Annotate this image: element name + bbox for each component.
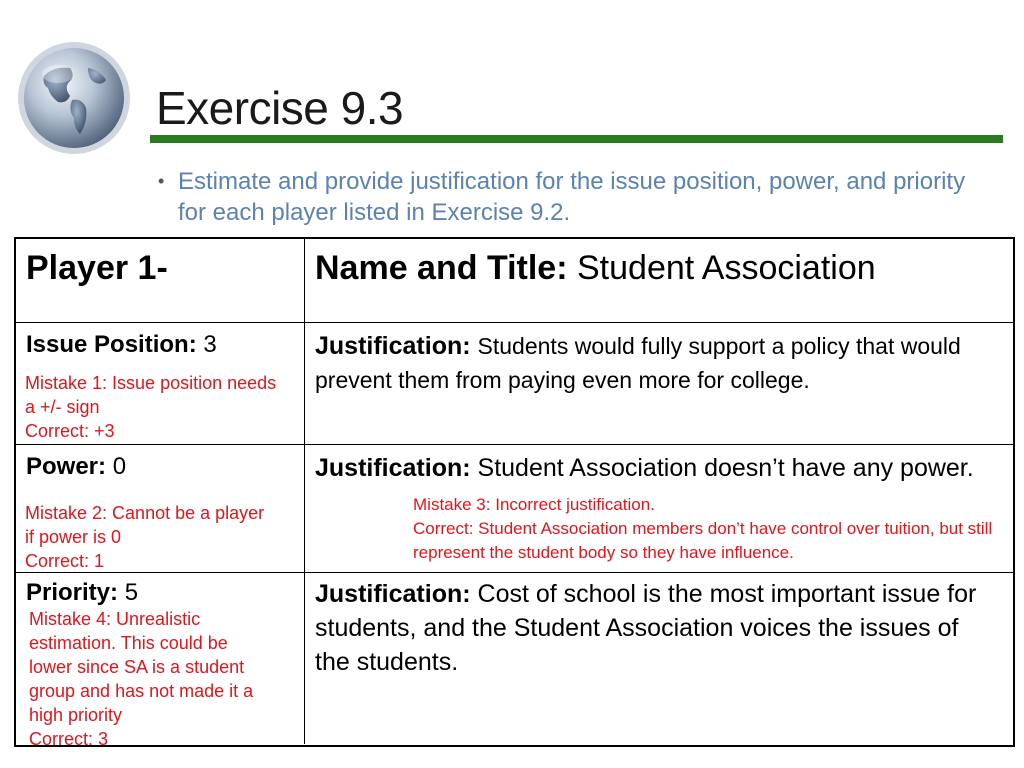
name-title-cell: [305, 239, 1013, 322]
mistake-4-note: [29, 607, 269, 751]
bullet-icon: •: [158, 171, 165, 191]
priority-justification-text: Cost of school is the most important issue for students, and the Student Association voices the issues of the students.: [315, 580, 977, 676]
power-justification-cell: [305, 445, 1013, 572]
globe-logo: [14, 38, 134, 158]
priority-value: 5: [124, 579, 139, 606]
priority-justification-label: Justification:: [315, 580, 471, 608]
power-value: 0: [112, 453, 127, 480]
bullet-point: [158, 166, 988, 228]
mistake-3-text: Incorrect justification.: [495, 495, 655, 514]
priority-cell: [16, 573, 305, 749]
name-title-label: Name and Title:: [315, 249, 568, 287]
correct-4-text: Correct: 3: [29, 729, 109, 749]
player-cell: [16, 239, 305, 322]
table-row-priority: [16, 573, 1013, 749]
bullet-text: Estimate and provide justification for the issue position, power, and priority for each player listed in Exercise 9.2.: [178, 168, 966, 226]
correct-1-label: Correct:: [25, 421, 90, 441]
mistake-2-label: Mistake 2:: [25, 503, 108, 523]
issue-position-cell: [16, 323, 305, 444]
table-row-header: [16, 239, 1013, 323]
priority-justification-cell: [305, 573, 1013, 744]
mistake-2-note: [25, 501, 265, 573]
issue-position-value: 3: [203, 331, 217, 358]
mistake-3-note: [413, 493, 1013, 565]
power-label: Power:: [26, 453, 107, 480]
player-table: [14, 237, 1015, 747]
title-divider: [150, 135, 1003, 143]
mistake-1-label: Mistake 1:: [25, 373, 108, 393]
player-label: Player 1-: [26, 249, 168, 287]
name-title-value: Student Association: [577, 249, 876, 287]
mistake-1-text: Issue position needs a +/- sign: [25, 373, 277, 417]
mistake-1-note: [25, 371, 290, 443]
priority-label: Priority:: [26, 579, 119, 606]
mistake-4-text: Unrealistic estimation. This could be lower since SA is a student group and has not made it a high priority: [29, 609, 254, 725]
slide-title: Exercise 9.3: [156, 82, 404, 134]
correct-2-label: Correct:: [25, 551, 90, 571]
mistake-2-text: Cannot be a player if power is 0: [25, 503, 265, 547]
correct-3-text: Correct: Student Association members don’t have control over tuition, but still represent the student body so they have influence.: [413, 519, 993, 562]
correct-1-value: +3: [94, 421, 115, 441]
issue-justification-cell: [305, 323, 1013, 444]
power-justification-label: Justification:: [315, 454, 471, 482]
table-row-power: [16, 445, 1013, 573]
mistake-4-label: Mistake 4:: [29, 609, 112, 629]
issue-justification-text: Students would fully support a policy that would prevent them from paying even more for college.: [315, 333, 961, 393]
power-cell: [16, 445, 305, 572]
issue-position-label: Issue Position:: [26, 331, 197, 358]
correct-2-value: 1: [94, 551, 105, 571]
mistake-3-label: Mistake 3:: [413, 495, 491, 514]
issue-justification-label: Justification:: [315, 332, 471, 360]
table-row-issue: [16, 323, 1013, 445]
power-justification-text: Student Association doesn’t have any power.: [477, 454, 974, 482]
